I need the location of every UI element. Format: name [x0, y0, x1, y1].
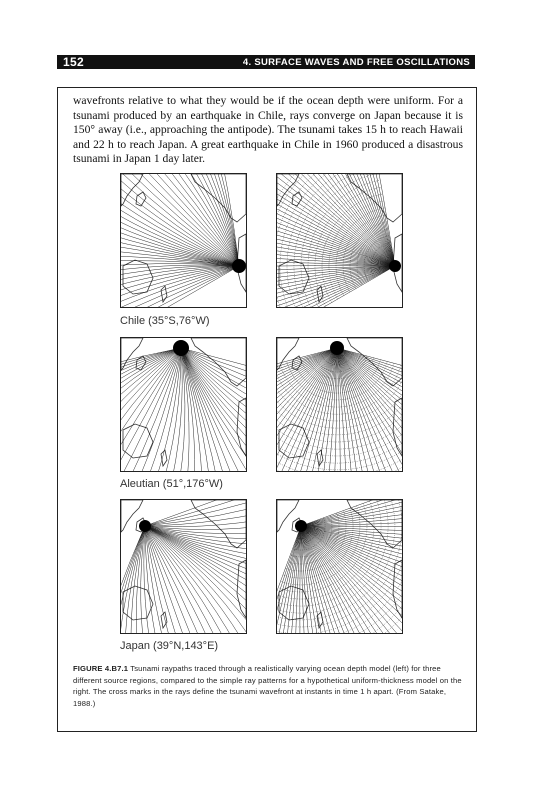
source-cluster: [232, 259, 246, 273]
ray-diagram-japan-realistic: [121, 500, 246, 633]
chile-source-label: Chile (35°S,76°W): [120, 315, 210, 327]
figure-caption-text: Tsunami raypaths traced through a realistically varying ocean depth model (left) for three different source regions, compared to the simple ray patterns for a hypothetical uniform-thickness model on the right. The cross marks in the rays define the tsunami wavefront at instants in time 1 h apart. (From Satake, 1988.): [73, 664, 462, 708]
source-cluster: [295, 520, 307, 532]
figure-caption-label: FIGURE 4.B7.1: [73, 664, 129, 673]
source-cluster: [389, 260, 401, 272]
source-cluster: [330, 341, 344, 355]
raypath-map-chile-realistic: [120, 173, 247, 308]
raypath-map-chile-uniform: [276, 173, 403, 308]
running-header: [57, 55, 475, 69]
ray-diagram-chile-uniform: [277, 174, 402, 307]
ray-diagram-chile-realistic: [121, 174, 246, 307]
raypath-map-aleutian-uniform: [276, 337, 403, 472]
japan-source-label: Japan (39°N,143°E): [120, 640, 219, 652]
ray-diagram-aleutian-realistic: [121, 338, 246, 471]
source-cluster: [173, 340, 189, 356]
raypath-map-aleutian-realistic: [120, 337, 247, 472]
raypath-map-japan-uniform: [276, 499, 403, 634]
raypath-map-japan-realistic: [120, 499, 247, 634]
figure-caption: [73, 663, 465, 709]
ray-diagram-japan-uniform: [277, 500, 402, 633]
source-cluster: [139, 520, 151, 532]
body-paragraph: wavefronts relative to what they would be if the ocean depth were uniform. For a tsunami produced by an earthquake in Chile, rays converge on Japan because it is 150° away (i.e., approaching the antipode). The tsunami takes 15 h to reach Hawaii and 22 h to reach Japan. A great earthquake in Chile in 1960 produced a disastrous tsunami in Japan 1 day later.: [73, 94, 463, 165]
chapter-title: 4. SURFACE WAVES AND FREE OSCILLATIONS: [242, 57, 470, 68]
page-number: 152: [63, 55, 84, 69]
aleutian-source-label: Aleutian (51°,176°W): [120, 478, 223, 490]
ray-diagram-aleutian-uniform: [277, 338, 402, 471]
